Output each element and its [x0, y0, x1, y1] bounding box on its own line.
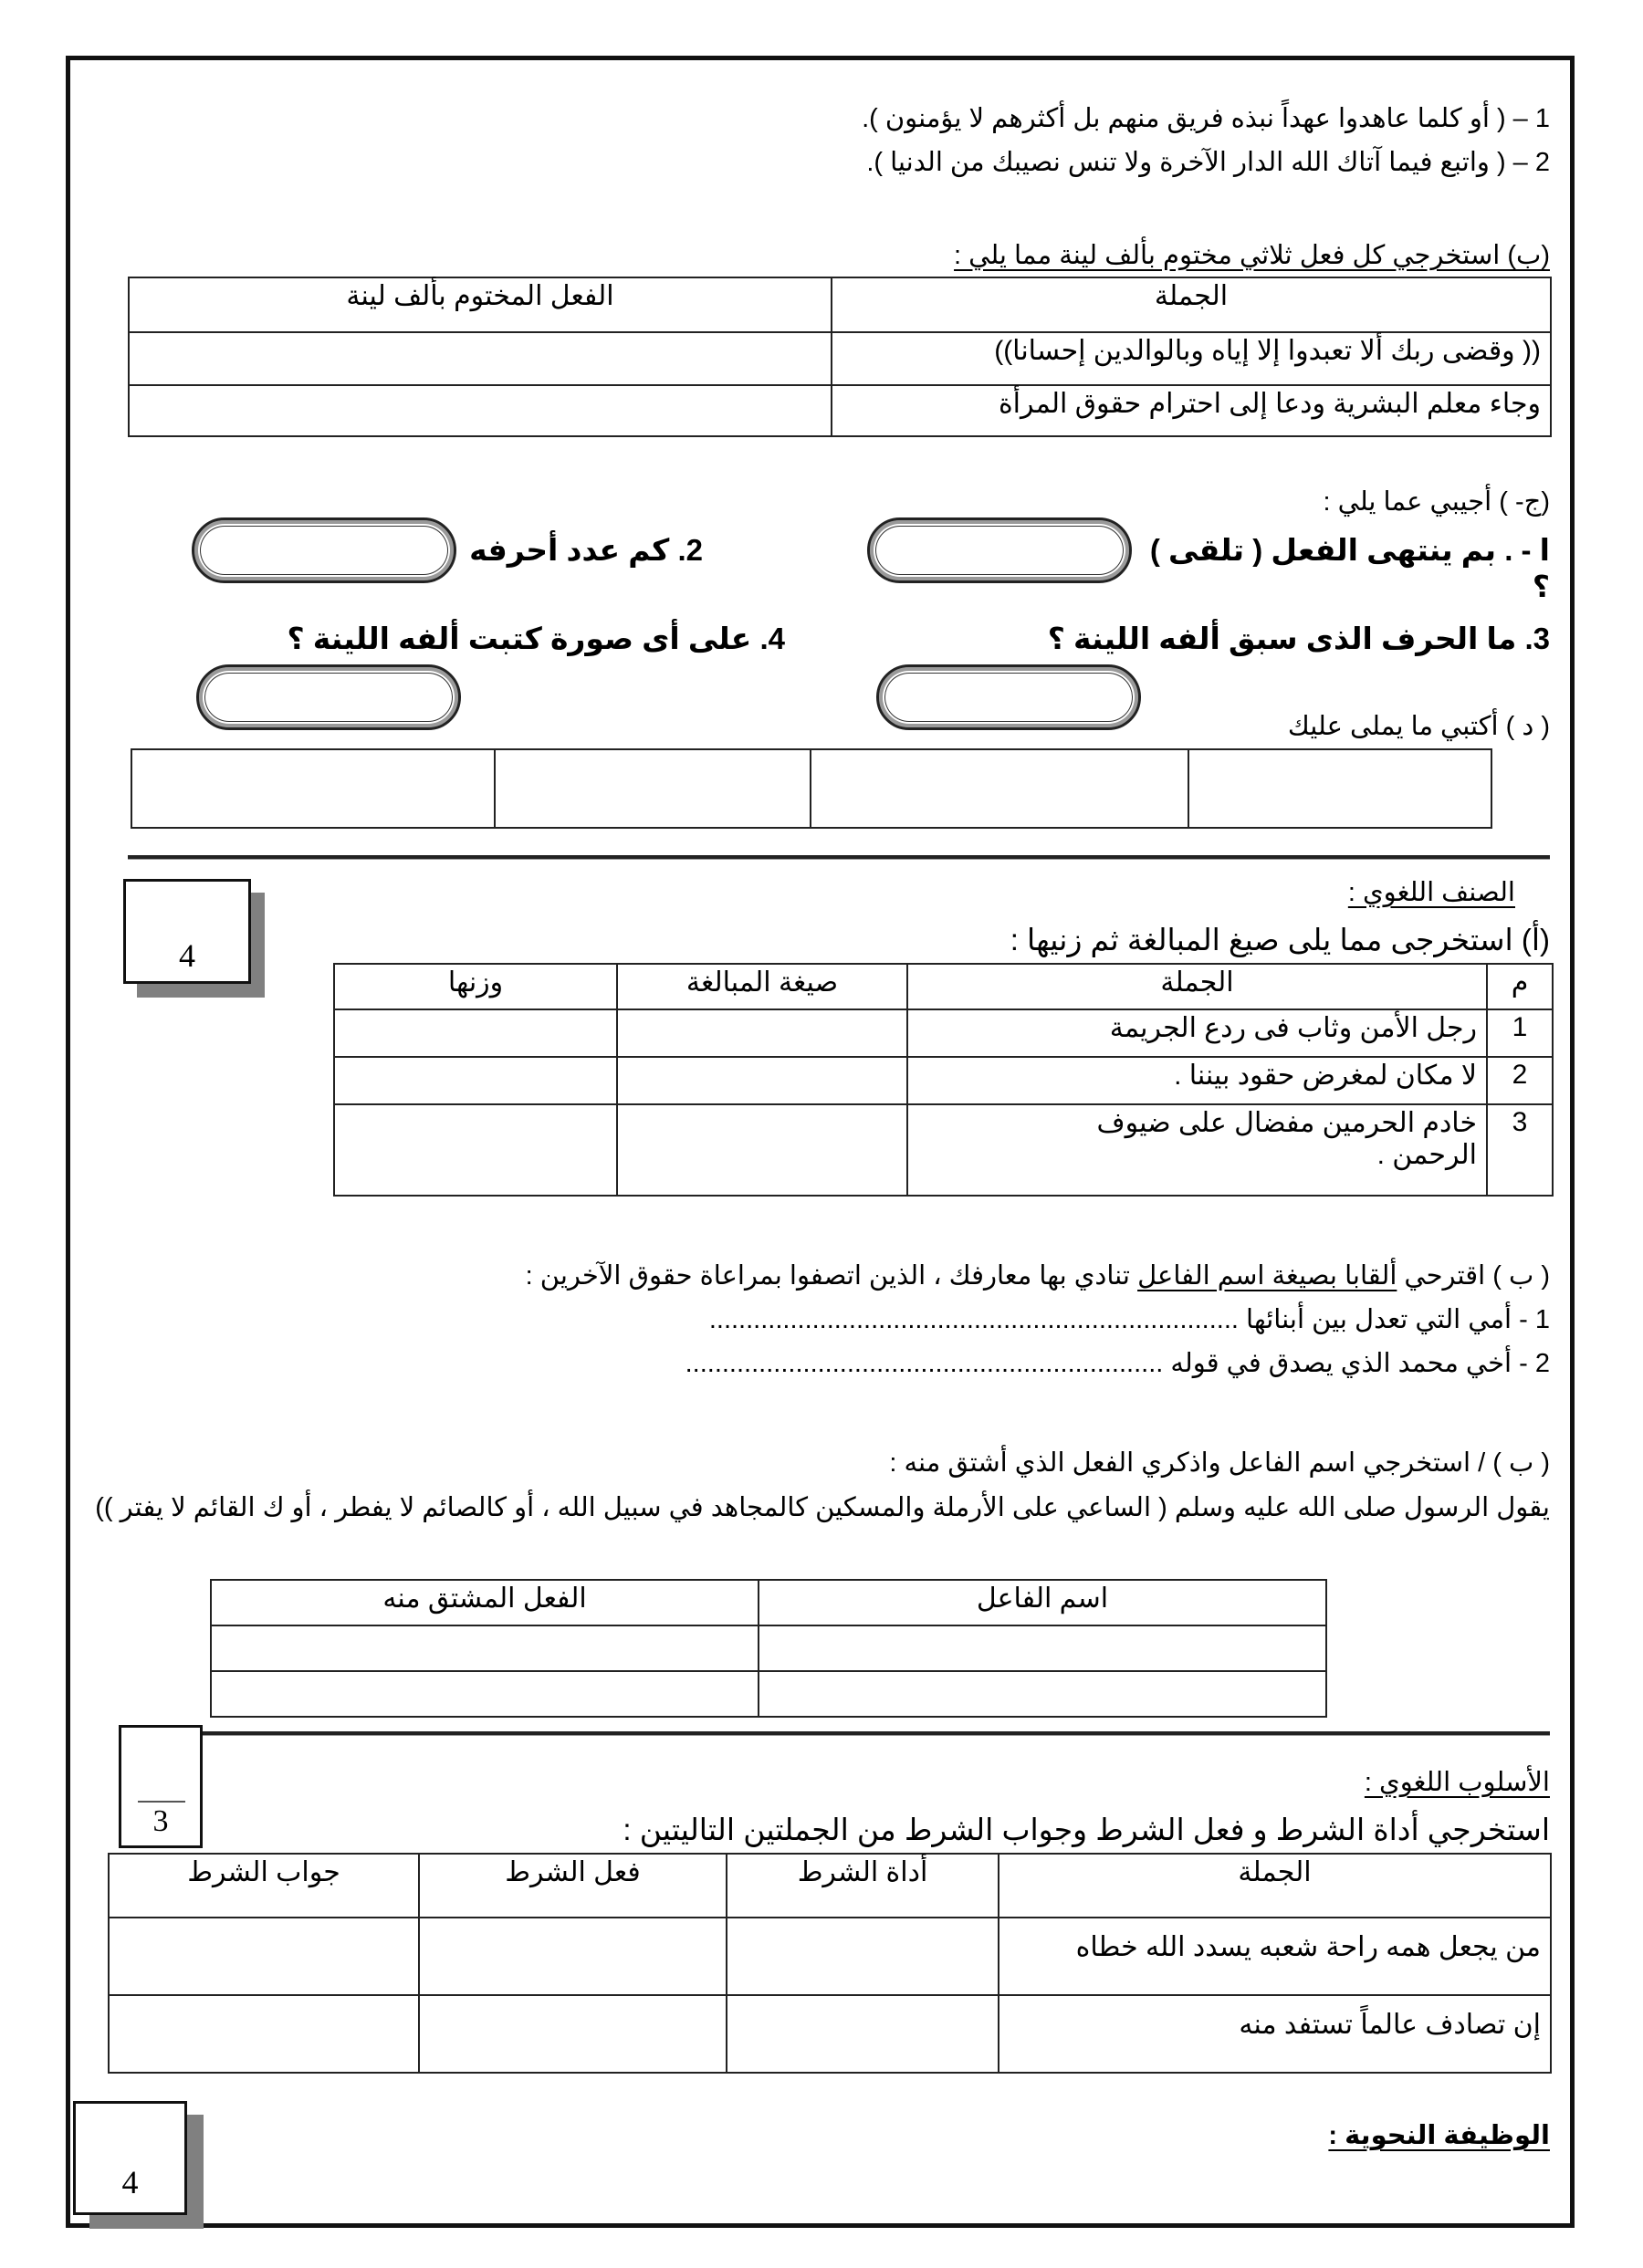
form-cell[interactable] — [617, 1057, 907, 1104]
header-num: م — [1487, 964, 1553, 1009]
answer-cell[interactable] — [129, 385, 832, 436]
score-box-linguistic-class — [123, 879, 251, 984]
verse-2: 2 – ( واتبع فيما آتاك الله الدار الآخرة ولا تنس نصيبك من الدنيا ). — [866, 148, 1550, 177]
answer-oval-4[interactable] — [196, 664, 461, 730]
verse-1: 1 – ( أو كلما عاهدوا عهداً نبذه فريق منهم بل أكثرهم لا يؤمنون ). — [862, 104, 1550, 133]
header-form: صيغة المبالغة — [617, 964, 907, 1009]
sentence-cell: وجاء معلم البشرية ودعا إلى احترام حقوق المرأة — [832, 385, 1551, 436]
dictation-cell[interactable] — [131, 749, 495, 828]
header-sentence: الجملة — [999, 1854, 1551, 1918]
verse-text: ( واتبع فيما آتاك الله الدار الآخرة ولا تنس نصيبك من الدنيا ). — [866, 148, 1506, 177]
question-1: ا - . بم ينتهى الفعل ( تلقى ) ؟ — [1149, 533, 1550, 603]
condition-table — [108, 1853, 1552, 2074]
form-cell[interactable] — [617, 1009, 907, 1057]
header-condition-tool: أداة الشرط — [727, 1854, 999, 1918]
section-b1-table — [128, 277, 1552, 437]
answer-cell[interactable] — [759, 1625, 1326, 1671]
answer-cell[interactable] — [129, 332, 832, 385]
answer-cell[interactable] — [759, 1671, 1326, 1717]
header-derived-verb: الفعل المشتق منه — [211, 1580, 759, 1625]
linguistic-style-title: الأسلوب اللغوي : — [1364, 1768, 1550, 1797]
grammatical-function-title: الوظيفة النحوية : — [1328, 2121, 1550, 2150]
weight-cell[interactable] — [334, 1009, 617, 1057]
score-box-grammatical-function — [73, 2101, 183, 2215]
form-cell[interactable] — [617, 1104, 907, 1196]
fraction-line — [138, 1801, 185, 1803]
fill-blank[interactable]: ........................................................................ — [708, 1305, 1239, 1334]
section-d-instruction: ( د ) أكتبي ما يملى عليك — [1287, 712, 1550, 741]
verse-number: 2 — [1534, 148, 1550, 177]
score-value: 4 — [179, 937, 195, 974]
header-active-participle: اسم الفاعل — [759, 1580, 1326, 1625]
header-condition-answer: جواب الشرط — [109, 1854, 419, 1918]
answer-cell[interactable] — [211, 1671, 759, 1717]
linguistic-class-title: الصنف اللغوي : — [1347, 878, 1515, 907]
row-num: 2 — [1487, 1057, 1553, 1104]
weight-cell[interactable] — [334, 1104, 617, 1196]
verse-text: ( أو كلما عاهدوا عهداً نبذه فريق منهم بل أكثرهم لا يؤمنون ). — [862, 104, 1506, 133]
header-condition-verb: فعل الشرط — [419, 1854, 727, 1918]
section-divider — [128, 855, 1550, 860]
row-num: 3 — [1487, 1104, 1553, 1196]
dictation-cell[interactable] — [1188, 749, 1491, 828]
part-b-item-1: 1 - أمي التي تعدل بين أبنائها ........................................................................ — [708, 1305, 1550, 1334]
row-num: 1 — [1487, 1009, 1553, 1057]
sentence-cell: خادم الحرمين مفضال على ضيوف الرحمن . — [907, 1104, 1487, 1196]
fill-blank[interactable]: ................................................................. — [685, 1349, 1164, 1378]
question-2: 2. كم عدد أحرفه — [469, 533, 703, 567]
dictation-cell[interactable] — [811, 749, 1188, 828]
tool-cell[interactable] — [727, 1995, 999, 2073]
question-3: 3. ما الحرف الذى سبق ألفه اللينة ؟ — [1047, 622, 1550, 655]
answer-oval-2[interactable] — [192, 517, 456, 583]
verb-cell[interactable] — [419, 1995, 727, 2073]
sentence-cell: إن تصادف عالماً تستفد منه — [999, 1995, 1551, 2073]
section-b1-instruction: (ب) استخرجي كل فعل ثلاثي مختوم بألف لينة مما يلي : — [954, 241, 1550, 270]
tool-cell[interactable] — [727, 1918, 999, 1995]
part-a-instruction: (أ) استخرجى مما يلى صيغ المبالغة ثم زنيها : — [1010, 923, 1550, 956]
dictation-cell[interactable] — [495, 749, 811, 828]
verse-number: 1 — [1534, 104, 1550, 133]
answer-cell[interactable] — [109, 1918, 419, 1995]
header-sentence: الجملة — [907, 964, 1487, 1009]
score-box-linguistic-style — [119, 1725, 203, 1848]
header-sentence: الجملة — [832, 277, 1551, 332]
verb-cell[interactable] — [419, 1918, 727, 1995]
answer-oval-1[interactable] — [867, 517, 1132, 583]
score-value: 3 — [152, 1804, 169, 1838]
section-divider — [201, 1731, 1550, 1736]
dictation-table — [131, 748, 1492, 829]
hadith-passage: يقول الرسول صلى الله عليه وسلم ( الساعي على الأرملة والمسكين كالمجاهد في سبيل الله ، أو كالصائم لا يفطر ، أو ك القائم لا يفتر )) — [95, 1493, 1550, 1522]
sentence-cell: لا مكان لمغرض حقود بيننا . — [907, 1057, 1487, 1104]
sentence-cell: رجل الأمن وثاب فى ردع الجريمة — [907, 1009, 1487, 1057]
header-verb: الفعل المختوم بألف لينة — [129, 277, 832, 332]
part-b-instruction: ( ب ) اقترحي ألقابا بصيغة اسم الفاعل تنادي بها معارفك ، الذين اتصفوا بمراعاة حقوق الآخرين : — [525, 1261, 1550, 1291]
answer-cell[interactable] — [211, 1625, 759, 1671]
weight-cell[interactable] — [334, 1057, 617, 1104]
active-participle-table — [210, 1579, 1327, 1718]
header-weight: وزنها — [334, 964, 617, 1009]
linguistic-style-instruction: استخرجي أداة الشرط و فعل الشرط وجواب الشرط من الجملتين التاليتين : — [623, 1813, 1550, 1846]
exaggeration-table — [333, 963, 1554, 1197]
sentence-cell: (( وقضى ربك ألا تعبدوا إلا إياه وبالوالدين إحسانا)) — [832, 332, 1551, 385]
question-4: 4. على أى صورة كتبت ألفه اللينة ؟ — [287, 622, 785, 655]
sentence-cell: من يجعل همه راحة شعبه يسدد الله خطاه — [999, 1918, 1551, 1995]
section-c-instruction: (ج- ) أجيبي عما يلي : — [1323, 487, 1550, 517]
answer-cell[interactable] — [109, 1995, 419, 2073]
underlined-phrase: ألقابا بصيغة اسم الفاعل — [1137, 1261, 1397, 1291]
part-b2-instruction: ( ب ) / استخرجي اسم الفاعل واذكري الفعل الذي أشتق منه : — [889, 1448, 1550, 1478]
score-value: 4 — [121, 2164, 139, 2200]
part-b-item-2: 2 - أخي محمد الذي يصدق في قوله ................................................................. — [685, 1349, 1550, 1378]
